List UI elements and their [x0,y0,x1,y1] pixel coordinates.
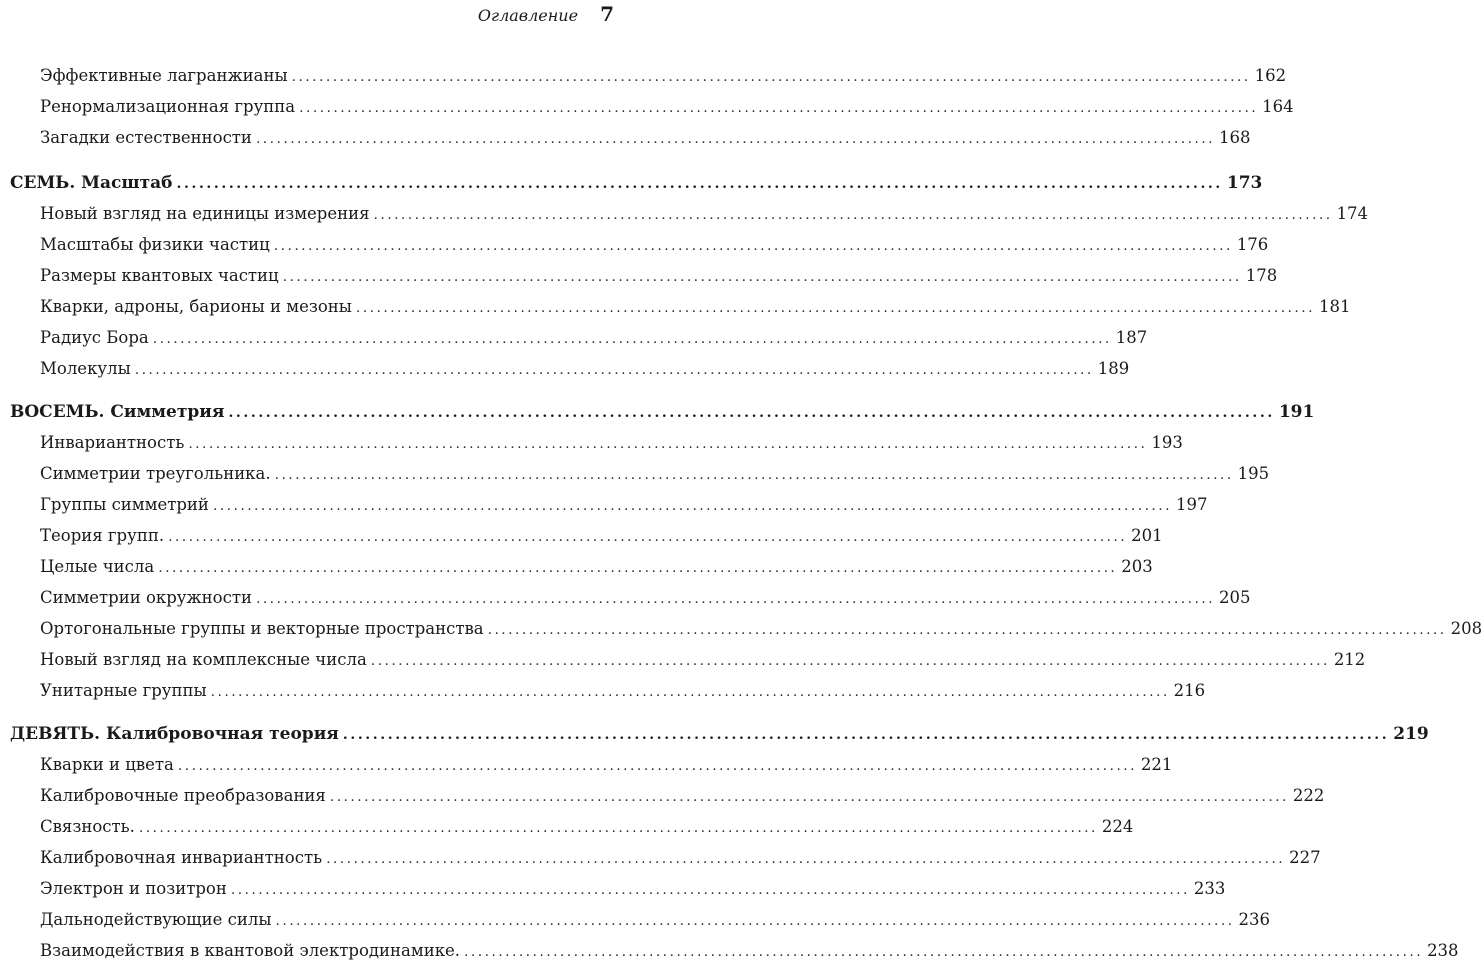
toc-entry-page: 181 [1318,297,1351,316]
toc-entry [40,526,1163,545]
dot-leader: ............................................................................................................................................ [230,882,1190,898]
toc-entry-page: 216 [1173,681,1206,700]
toc-entry [40,204,1369,223]
toc-chapter [10,402,1315,422]
toc-entry-title: Дальнодействующие силы [40,910,272,929]
toc-entry-page: 189 [1097,359,1130,378]
dot-leader: ............................................................................................................................................ [355,300,1315,316]
toc-chapter-page: 219 [1393,724,1429,744]
toc-chapter-page: 173 [1226,173,1263,193]
toc-entry-title: Электрон и позитрон [40,879,227,898]
dot-leader: ............................................................................................................................................ [177,758,1137,774]
toc-entry-page: 233 [1193,879,1226,898]
dot-leader: ............................................................................................................................................ [158,560,1118,576]
toc-entry-page: 197 [1175,495,1208,514]
toc-entry-title: Новый взгляд на единицы измерения [40,204,370,223]
toc-entry-page: 174 [1336,204,1369,223]
toc-entry-page: 238 [1427,941,1459,960]
toc-entry-page: 236 [1238,910,1271,929]
toc-entry-title: Калибровочная инвариантность [40,848,323,867]
toc-entry-page: 178 [1245,266,1278,285]
toc-entry-title: Новый взгляд на комплексные числа [40,650,367,669]
toc-entry [40,681,1206,700]
dot-leader: ............................................................................................................................................ [210,684,1170,700]
toc-entry [40,879,1226,898]
page-number: 7 [600,2,614,26]
running-head-title: Оглавление [477,6,579,25]
dot-leader: ............................................................................................................................................ [212,498,1172,514]
dot-leader: ............................................................................................................................................ [275,913,1235,929]
toc-entry-page: 203 [1121,557,1153,576]
toc-entry [40,266,1278,285]
dot-leader: ............................................................................................................................................ [282,269,1242,285]
toc-entry-title: Теория групп. [40,526,165,545]
toc-entry [40,359,1130,378]
toc-entry-title: Симметрии треугольника. [40,464,271,483]
toc-chapter-page: 191 [1278,402,1315,422]
toc-entry-title: Связность. [40,817,135,836]
toc-entry [40,464,1270,483]
dot-leader: ............................................................................................................................................ [255,591,1216,607]
dot-leader: ............................................................................................................................................ [370,653,1330,669]
toc-entry-title: Размеры квантовых частиц [40,266,279,285]
dot-leader: ............................................................................................................................................ [188,436,1148,452]
toc-entry [40,433,1183,452]
dot-leader: ............................................................................................................................................ [176,176,1223,192]
toc-entry-title: Группы симметрий [40,495,209,514]
dot-leader: ............................................................................................................................................ [326,851,1286,867]
toc-entry-title: Ренормализационная группа [40,97,296,116]
dot-leader: ............................................................................................................................................ [273,238,1233,254]
toc-entry-title: Симметрии окружности [40,588,252,607]
toc-entry-title: Эффективные лагранжианы [40,66,288,85]
toc-entry-title: Взаимодействия в квантовой электродинамике. [40,941,461,960]
toc-entry-title: Унитарные группы [40,681,207,700]
toc-chapter-title: ДЕВЯТЬ. Калибровочная теория [10,724,339,744]
toc-entry [40,755,1173,774]
toc-entry [40,910,1271,929]
toc-entry [40,297,1351,316]
toc-entry [40,848,1321,867]
running-head [478,2,614,26]
toc-entry-page: 221 [1140,755,1173,774]
toc-entry [40,941,1459,960]
toc-entry [40,619,1482,638]
toc-chapter [10,173,1263,193]
toc-entry [40,817,1134,836]
toc-entry-title: Кварки, адроны, барионы и мезоны [40,297,352,316]
dot-leader: ............................................................................................................................................ [228,405,1275,421]
dot-leader: ............................................................................................................................................ [373,207,1333,223]
dot-leader: ............................................................................................................................................ [152,331,1112,347]
toc-entry-page: 201 [1131,526,1163,545]
toc-entry-page: 176 [1236,235,1269,254]
toc-entry [40,557,1153,576]
toc-chapter-title: СЕМЬ. Масштаб [10,173,173,193]
toc-entry-page: 227 [1289,848,1321,867]
toc-entry-title: Ортогональные группы и векторные пространства [40,619,484,638]
toc-entry [40,786,1325,805]
toc-entry [40,128,1251,147]
toc-entry-page: 195 [1237,464,1270,483]
toc-entry-page: 222 [1292,786,1325,805]
dot-leader: ............................................................................................................................................ [342,727,1390,743]
toc-entry-page: 212 [1333,650,1366,669]
dot-leader: ............................................................................................................................................ [291,69,1251,85]
dot-leader: ............................................................................................................................................ [138,820,1098,836]
toc-entry-title: Целые числа [40,557,155,576]
toc-entry-page: 168 [1218,128,1251,147]
dot-leader: ............................................................................................................................................ [487,622,1447,638]
toc-entry-page: 205 [1219,588,1251,607]
toc-entry-page: 208 [1450,619,1482,638]
dot-leader: ............................................................................................................................................ [299,100,1259,116]
toc-entry [40,650,1366,669]
dot-leader: ............................................................................................................................................ [329,789,1289,805]
toc-entry [40,495,1208,514]
dot-leader: ............................................................................................................................................ [168,529,1128,545]
toc-entry-title: Радиус Бора [40,328,149,347]
toc-entry-page: 187 [1115,328,1148,347]
dot-leader: ............................................................................................................................................ [274,467,1234,483]
toc-entry-title: Кварки и цвета [40,755,174,774]
toc-entry-page: 162 [1254,66,1287,85]
toc-entry-title: Калибровочные преобразования [40,786,326,805]
toc-entry-page: 193 [1151,433,1183,452]
toc-chapter [10,724,1429,744]
toc-entry [40,97,1294,116]
toc-chapter-title: ВОСЕМЬ. Симметрия [10,402,225,422]
toc-entry-page: 224 [1101,817,1134,836]
dot-leader: ............................................................................................................................................ [464,944,1424,960]
toc-entry [40,588,1251,607]
toc-entry-title: Молекулы [40,359,131,378]
toc-entry [40,235,1269,254]
dot-leader: ............................................................................................................................................ [134,362,1094,378]
dot-leader: ............................................................................................................................................ [255,131,1215,147]
toc-entry-title: Масштабы физики частиц [40,235,270,254]
toc-entry [40,328,1148,347]
toc-entry [40,66,1287,85]
toc-entry-title: Инвариантность [40,433,185,452]
toc-entry-page: 164 [1262,97,1294,116]
toc-entry-title: Загадки естественности [40,128,252,147]
